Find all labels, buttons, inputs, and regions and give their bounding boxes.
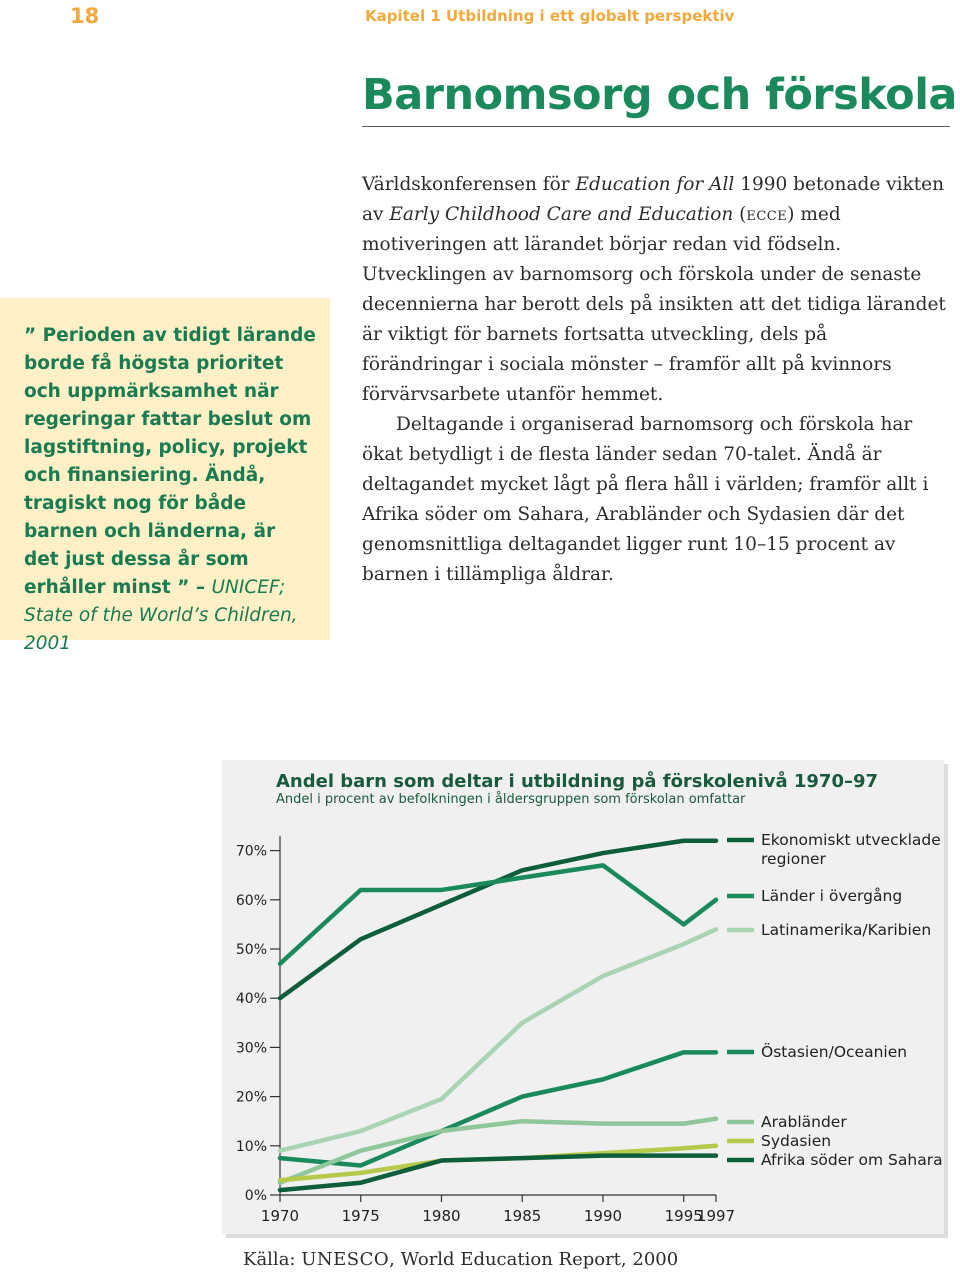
- y-tick-label: 20%: [235, 1089, 267, 1106]
- x-tick-label: 1970: [260, 1207, 300, 1225]
- p1-text-3: (: [733, 204, 747, 225]
- legend-label: Latinamerika/Karibien: [761, 921, 932, 939]
- legend-label: Ekonomiskt utvecklade regioner: [761, 831, 941, 868]
- x-tick-label: 1997: [696, 1207, 736, 1225]
- y-tick-label: 60%: [235, 892, 267, 909]
- series-line: [280, 841, 716, 998]
- p1-text-4: ) med motiveringen att lärandet börjar redan vid födseln. Utvecklingen av barnomsorg och förskola under de senaste decennierna har berott dels på insikten att det tidiga lärandet är viktigt för barnets fortsatta utveckling, dels på förändringar i sociala mönster – framför allt på kvinnors förvärvsarbete utanför hemmet.: [362, 204, 946, 405]
- series-line: [280, 929, 716, 1150]
- p1-italic-2: Early Childhood Care and Education: [389, 204, 734, 225]
- page-number: 18: [70, 4, 100, 28]
- x-tick-label: 1980: [422, 1207, 461, 1225]
- p1-acronym: ecce: [746, 204, 788, 225]
- quote-open-mark: ”: [24, 325, 37, 346]
- paragraph-2: Deltagande i organiserad barnomsorg och förskola har ökat betydligt i de flesta länder sedan 70-talet. Ändå är deltagandet mycket lågt på flera håll i världen; framför allt i Afrika söder om Sahara, Arabländer och Sydasien där det genomsnittliga deltagandet ligger runt 10–15 procent av barnen i tillämpliga åldrar.: [362, 414, 929, 585]
- p1-text-1: Världskonferensen för: [362, 174, 576, 195]
- legend-label: Arabländer: [761, 1113, 847, 1131]
- quote-dash: –: [189, 577, 212, 598]
- y-tick-label: 0%: [244, 1188, 267, 1204]
- y-tick-label: 10%: [235, 1138, 267, 1155]
- running-head: Kapitel 1 Utbildning i ett globalt perspektiv: [365, 7, 735, 25]
- source-rest: , World Education Report, 2000: [389, 1249, 679, 1270]
- x-tick-label: 1985: [503, 1207, 542, 1225]
- p1-text-2: 1990 betonade vikten av: [362, 174, 945, 225]
- quote-close-mark: ”: [177, 577, 190, 598]
- chart-title: Andel barn som deltar i utbildning på förskolenivå 1970–97: [276, 771, 879, 792]
- chart-subtitle: Andel i procent av befolkningen i åldersgruppen som förskolan omfattar: [276, 792, 746, 807]
- x-tick-label: 1995: [664, 1207, 703, 1225]
- source-org: UNESCO: [301, 1249, 390, 1270]
- x-tick-label: 1990: [583, 1207, 623, 1225]
- quote-text: Perioden av tidigt lärande borde få högsta prioritet och uppmärksamhet när regeringar fattar beslut om lagstiftning, policy, projekt och finansiering. Ändå, tragiskt nog för både barnen och länderna, är det just dessa år som erhåller minst: [24, 325, 316, 598]
- y-tick-label: 30%: [235, 1040, 267, 1057]
- y-tick-label: 40%: [235, 991, 267, 1008]
- page-title: Barnomsorg och förskola: [362, 70, 957, 120]
- y-tick-label: 70%: [235, 843, 267, 860]
- x-tick-label: 1975: [341, 1207, 380, 1225]
- legend-label: Länder i övergång: [761, 887, 903, 905]
- legend-label: Sydasien: [761, 1132, 832, 1150]
- p1-italic-1: Education for All: [575, 174, 735, 195]
- y-tick-label: 50%: [235, 942, 267, 958]
- legend-label: Afrika söder om Sahara: [761, 1151, 943, 1169]
- source-note: [243, 1249, 678, 1270]
- source-label: Källa:: [243, 1249, 302, 1270]
- quote-source: UNICEF; State of the World’s Children, 2001: [24, 577, 298, 654]
- legend-label: Östasien/Oceanien: [761, 1043, 908, 1061]
